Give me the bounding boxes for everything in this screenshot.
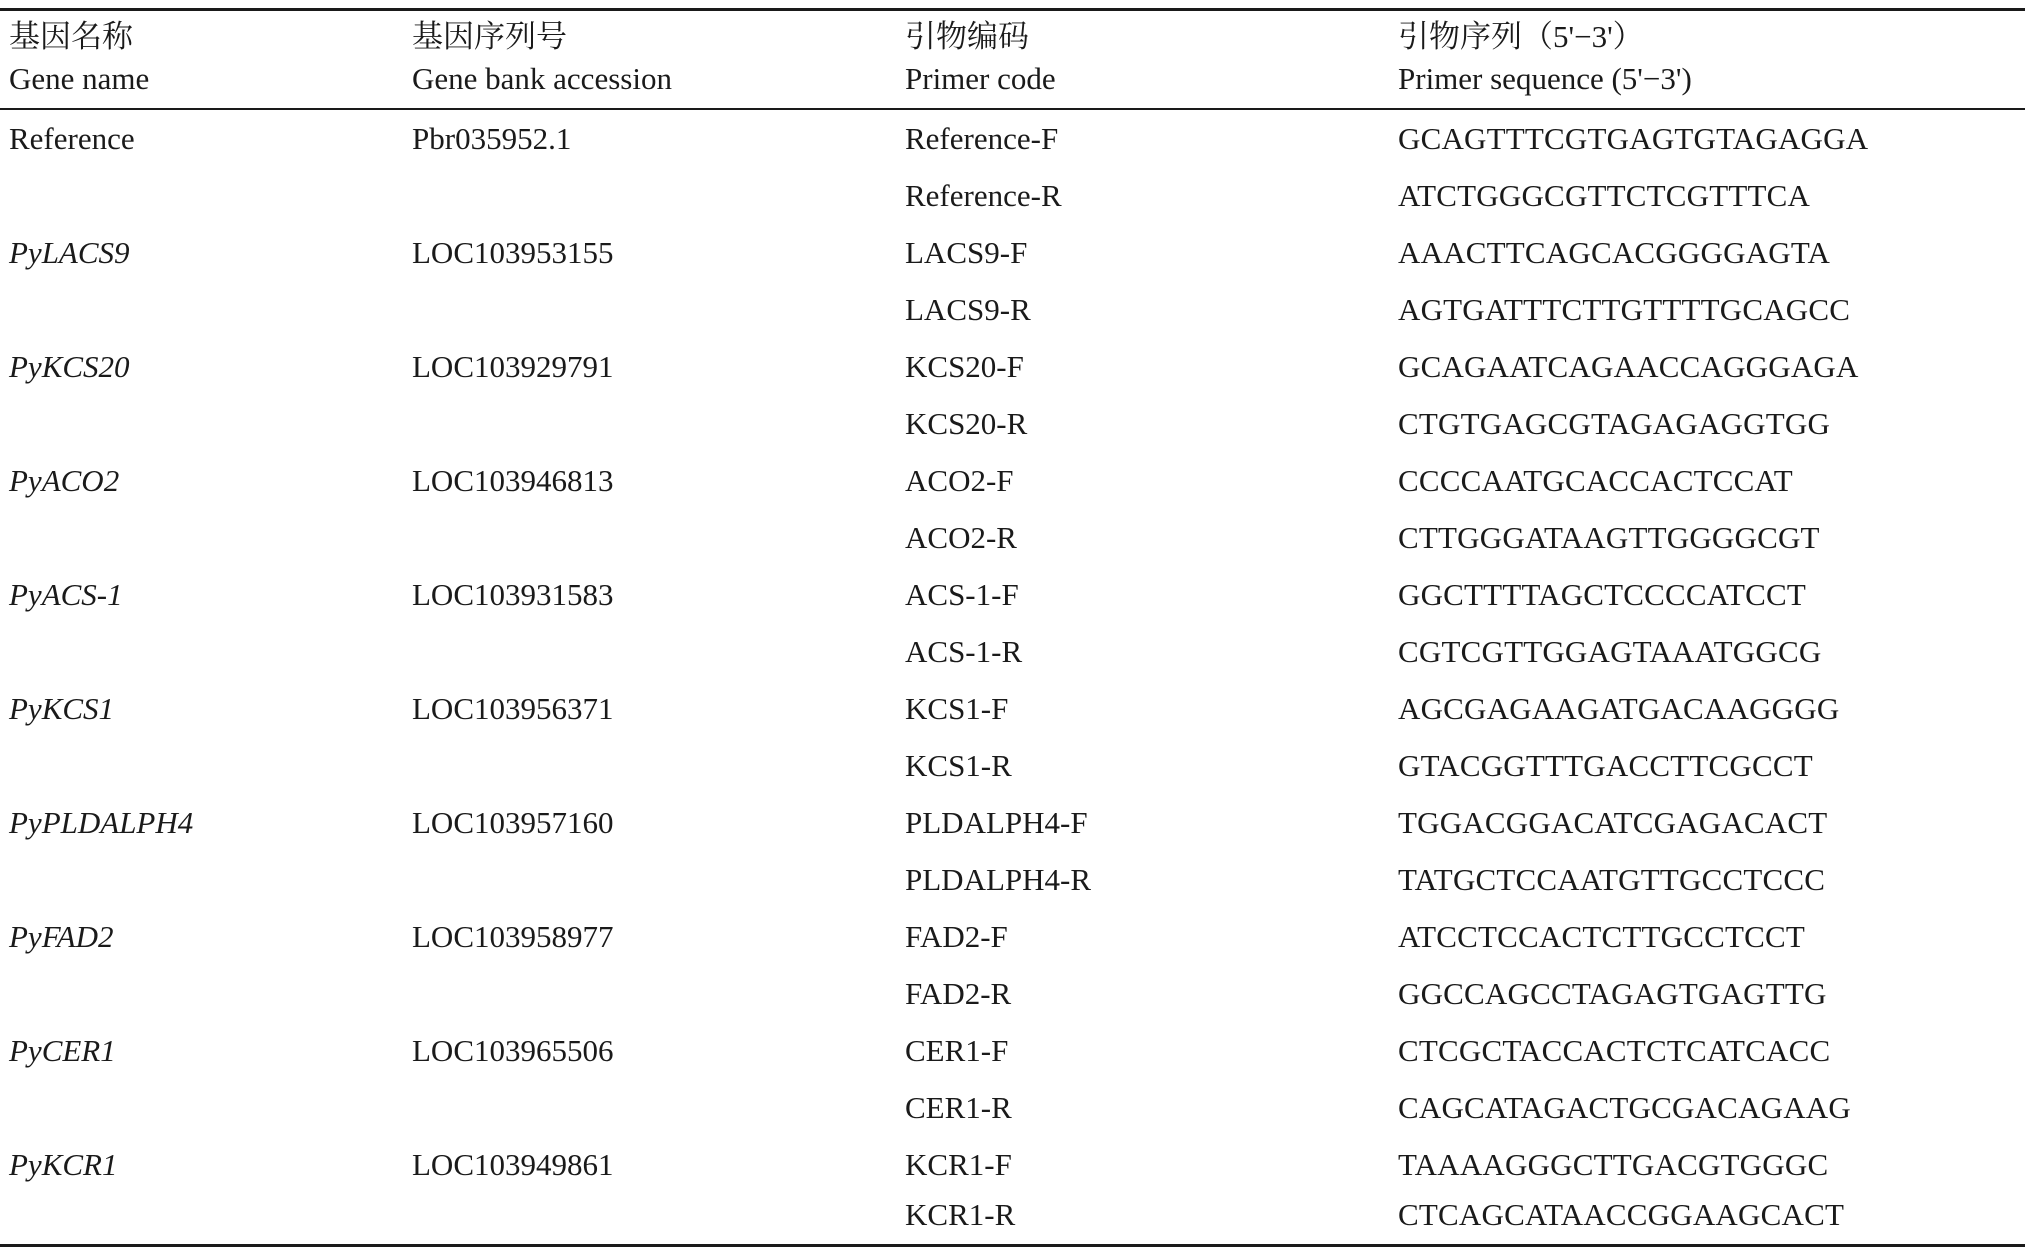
primer-code-cell: FAD2-R [905, 976, 1012, 1011]
table-row [0, 794, 2025, 851]
primer-code-cell: ACO2-R [905, 520, 1017, 555]
table-row [0, 1022, 2025, 1079]
primer-code-cell: KCS1-F [905, 691, 1009, 726]
table-row [0, 224, 2025, 281]
primer-sequence-cell: CTCAGCATAACCGGAAGCACT [1398, 1197, 1845, 1232]
primer-sequence-cell: ATCCTCCACTCTTGCCTCCT [1398, 919, 1806, 954]
table-row [0, 1186, 2025, 1243]
primer-sequence-cell: GCAGAATCAGAACCAGGGAGA [1398, 349, 1859, 384]
primer-code-cell: KCR1-R [905, 1197, 1016, 1232]
primer-sequence-cell: GTACGGTTTGACCTTCGCCT [1398, 748, 1813, 783]
primer-sequence-cell: CTGTGAGCGTAGAGAGGTGG [1398, 406, 1831, 441]
primer-code-cell: CER1-R [905, 1090, 1012, 1125]
header-primer-sequence-en: Primer sequence (5'−3') [1398, 61, 1692, 96]
table-row [0, 509, 2025, 566]
primer-sequence-cell: TAAAAGGGCTTGACGTGGGC [1398, 1147, 1829, 1182]
header-accession-zh: 基因序列号 [412, 19, 567, 54]
accession-cell: LOC103957160 [412, 805, 614, 840]
primer-sequence-cell: CTCGCTACCACTCTCATCACC [1398, 1033, 1831, 1068]
top-rule [0, 8, 2025, 11]
header-accession [412, 16, 672, 100]
header-gene-name [9, 16, 149, 100]
table-row [0, 281, 2025, 338]
primer-sequence-cell: AGTGATTTCTTGTTTTGCAGCC [1398, 292, 1851, 327]
accession-cell: LOC103958977 [412, 919, 614, 954]
primer-code-cell: KCS20-F [905, 349, 1024, 384]
primer-sequence-cell: ATCTGGGCGTTCTCGTTTCA [1398, 178, 1811, 213]
primer-sequence-cell: CAGCATAGACTGCGACAGAAG [1398, 1090, 1851, 1125]
primer-sequence-cell: CTTGGGATAAGTTGGGGCGT [1398, 520, 1820, 555]
primer-code-cell: LACS9-F [905, 235, 1028, 270]
primer-sequence-cell: CGTCGTTGGAGTAAATGGCG [1398, 634, 1822, 669]
primer-code-cell: ACS-1-R [905, 634, 1023, 669]
primer-sequence-cell: AAACTTCAGCACGGGGAGTA [1398, 235, 1831, 270]
gene-name-cell: PyACS-1 [9, 577, 123, 612]
primer-code-cell: ACO2-F [905, 463, 1014, 498]
table-row [0, 395, 2025, 452]
primer-code-cell: KCR1-F [905, 1147, 1012, 1182]
primer-sequence-cell: TGGACGGACATCGAGACACT [1398, 805, 1828, 840]
primer-sequence-cell: GGCTTTTAGCTCCCCATCCT [1398, 577, 1806, 612]
table-row [0, 623, 2025, 680]
primer-sequence-cell: TATGCTCCAATGTTGCCTCCC [1398, 862, 1826, 897]
accession-cell: LOC103956371 [412, 691, 614, 726]
gene-name-cell: PyACO2 [9, 463, 120, 498]
header-primer-code [905, 16, 1056, 100]
primer-code-cell: ACS-1-F [905, 577, 1019, 612]
table-row [0, 338, 2025, 395]
table-row [0, 908, 2025, 965]
table-row [0, 1079, 2025, 1136]
primer-code-cell: LACS9-R [905, 292, 1031, 327]
accession-cell: LOC103953155 [412, 235, 614, 270]
table-row [0, 851, 2025, 908]
primer-code-cell: FAD2-F [905, 919, 1008, 954]
bottom-rule [0, 1244, 2025, 1247]
header-accession-en: Gene bank accession [412, 61, 672, 96]
table-row [0, 680, 2025, 737]
header-primer-sequence-zh: 引物序列（5'−3'） [1398, 19, 1644, 54]
accession-cell: LOC103946813 [412, 463, 614, 498]
table-row [0, 452, 2025, 509]
primer-sequence-cell: CCCCAATGCACCACTCCAT [1398, 463, 1793, 498]
accession-cell: Pbr035952.1 [412, 121, 572, 156]
gene-name-cell: PyCER1 [9, 1033, 116, 1068]
gene-name-cell: PyLACS9 [9, 235, 130, 270]
primer-code-cell: KCS20-R [905, 406, 1028, 441]
accession-cell: LOC103965506 [412, 1033, 614, 1068]
gene-name-cell: PyPLDALPH4 [9, 805, 194, 840]
primer-code-cell: Reference-R [905, 178, 1062, 213]
accession-cell: LOC103929791 [412, 349, 614, 384]
table-row [0, 965, 2025, 1022]
header-gene-name-en: Gene name [9, 61, 150, 96]
accession-cell: LOC103949861 [412, 1147, 614, 1182]
header-primer-code-en: Primer code [905, 61, 1056, 96]
accession-cell: LOC103931583 [412, 577, 614, 612]
primer-sequence-cell: AGCGAGAAGATGACAAGGGG [1398, 691, 1840, 726]
table-row [0, 110, 2025, 167]
table-row [0, 566, 2025, 623]
primer-sequence-cell: GCAGTTTCGTGAGTGTAGAGGA [1398, 121, 1869, 156]
header-primer-code-zh: 引物编码 [905, 19, 1029, 54]
table-row [0, 167, 2025, 224]
gene-name-cell: Reference [9, 121, 135, 156]
table-row [0, 1136, 2025, 1193]
primer-code-cell: PLDALPH4-F [905, 805, 1088, 840]
header-primer-sequence [1398, 16, 1692, 100]
table-row [0, 737, 2025, 794]
primer-code-cell: Reference-F [905, 121, 1059, 156]
primer-code-cell: CER1-F [905, 1033, 1009, 1068]
header-gene-name-zh: 基因名称 [9, 19, 133, 54]
gene-name-cell: PyKCS1 [9, 691, 115, 726]
gene-name-cell: PyKCR1 [9, 1147, 118, 1182]
primer-code-cell: PLDALPH4-R [905, 862, 1092, 897]
gene-name-cell: PyFAD2 [9, 919, 114, 954]
gene-name-cell: PyKCS20 [9, 349, 130, 384]
primer-sequence-cell: GGCCAGCCTAGAGTGAGTTG [1398, 976, 1827, 1011]
primer-code-cell: KCS1-R [905, 748, 1012, 783]
